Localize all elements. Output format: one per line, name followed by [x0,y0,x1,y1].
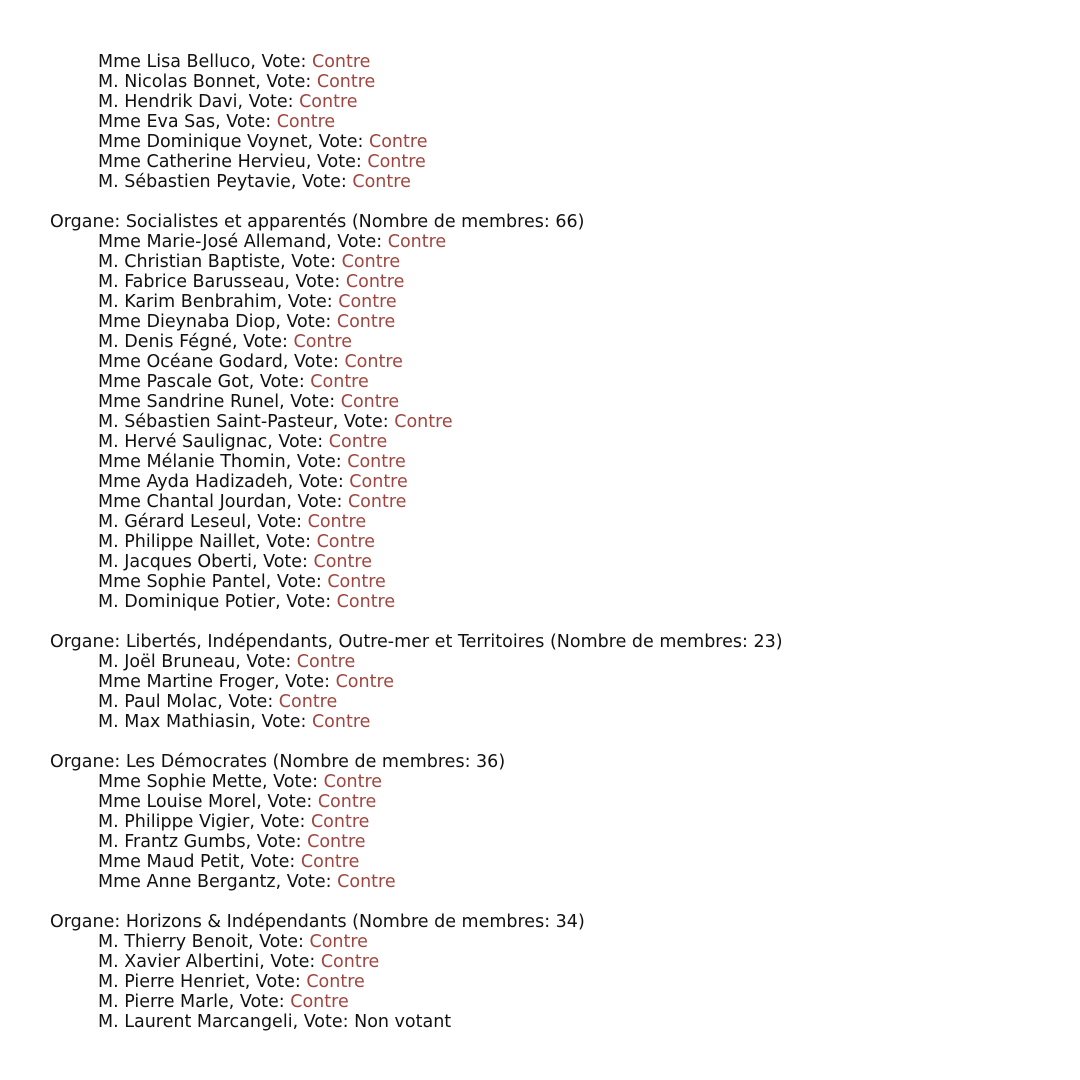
member-row [50,252,1060,272]
member-name: Mme Maud Petit [98,852,240,872]
vote-prefix: , Vote: [305,152,368,172]
members-count: 36 [476,752,499,772]
members-count: 34 [555,912,578,932]
vote-value: Contre [336,592,396,612]
member-row [50,352,1060,372]
member-name: M. Christian Baptiste [98,252,281,272]
vote-prefix: , Vote: [235,652,297,672]
member-name: Mme Ayda Hadizadeh [98,472,288,492]
vote-value: Contre [394,412,453,432]
vote-value: Contre [387,232,447,252]
vote-value: Contre [276,112,336,132]
member-name: Mme Catherine Hervieu [98,152,306,172]
vote-prefix: , Vote: [285,452,348,472]
vote-prefix: , Vote: [290,172,353,192]
member-row [50,132,1060,152]
vote-value: Contre [307,512,367,532]
vote-value: Contre [328,432,388,452]
vote-prefix: , Vote: [307,132,369,152]
member-row [50,532,1060,552]
member-row [50,812,1060,832]
vote-prefix: , Vote: [217,692,279,712]
member-name: Mme Lisa Belluco [98,52,251,72]
vote-value: Contre [317,792,377,812]
vote-prefix: , Vote: [231,332,294,352]
member-name: M. Sébastien Peytavie [98,172,291,192]
vote-prefix: , Vote: [256,792,318,812]
vote-prefix: , Vote: [275,592,337,612]
vote-prefix: , Vote: [292,1012,355,1032]
members-prefix: (Nombre de membres: [266,752,477,772]
organe-header [50,632,1060,652]
vote-value: Contre [340,392,400,412]
vote-prefix: , Vote: [245,832,308,852]
member-name: M. Sébastien Saint-Pasteur [98,412,333,432]
member-row [50,232,1060,252]
member-row [50,172,1060,192]
vote-value: Contre [336,312,396,332]
vote-value: Contre [320,952,380,972]
vote-value: Contre [313,552,372,572]
vote-prefix: , Vote: [247,932,310,952]
vote-value: Contre [341,252,401,272]
member-row [50,312,1060,332]
members-suffix: ) [775,632,783,652]
member-name: Mme Louise Morel [98,792,257,812]
member-row [50,552,1060,572]
members-prefix: (Nombre de membres: [346,212,556,232]
member-row [50,932,1060,952]
vote-prefix: , Vote: [246,512,308,532]
member-name: M. Laurent Marcangeli [98,1012,293,1032]
vote-prefix: , Vote: [286,492,348,512]
member-row [50,992,1060,1012]
member-row [50,592,1060,612]
member-row [50,772,1060,792]
member-name: M. Pierre Marle [98,992,229,1012]
member-name: M. Hendrik Davi [98,92,238,112]
vote-value: Contre [335,672,395,692]
vote-prefix: , Vote: [287,472,350,492]
vote-value: Contre [293,332,352,352]
member-row [50,52,1060,72]
member-name: M. Dominique Potier [98,592,276,612]
vote-value: Contre [311,52,371,72]
member-row [50,452,1060,472]
member-row [50,472,1060,492]
member-row [50,392,1060,412]
vote-value: Contre [344,352,403,372]
organe-name: Libertés, Indépendants, Outre-mer et Territoires [125,632,545,652]
vote-value: Contre [296,652,356,672]
vote-value: Contre [290,992,349,1012]
organe-prefix: Organe: [50,752,126,772]
members-count: 23 [753,632,776,652]
member-name: Mme Dieynaba Diop [98,312,276,332]
vote-prefix: , Vote: [251,552,314,572]
member-name: M. Pierre Henriet [98,972,245,992]
member-row [50,292,1060,312]
member-name: Mme Sandrine Runel [98,392,280,412]
member-name: Mme Martine Froger [98,672,275,692]
members-suffix: ) [577,212,585,232]
vote-prefix: , Vote: [259,952,321,972]
vote-value: Non votant [354,1012,452,1032]
vote-value: Contre [323,772,383,792]
member-row [50,872,1060,892]
members-suffix: ) [577,912,585,932]
vote-prefix: , Vote: [332,412,395,432]
member-row [50,512,1060,532]
organe-header [50,212,1060,232]
organe-prefix: Organe: [50,632,126,652]
vote-value: Contre [300,852,360,872]
member-name: Mme Mélanie Thomin [98,452,286,472]
member-row [50,852,1060,872]
vote-prefix: , Vote: [280,252,342,272]
vote-value: Contre [349,472,408,492]
vote-prefix: , Vote: [244,972,307,992]
organe-prefix: Organe: [50,212,126,232]
member-row [50,712,1060,732]
member-name: M. Hervé Saulignac [98,432,268,452]
member-name: M. Jacques Oberti [98,552,252,572]
vote-value: Contre [327,572,386,592]
member-name: M. Philippe Vigier [98,812,250,832]
vote-prefix: , Vote: [250,712,312,732]
member-row [50,952,1060,972]
vote-value: Contre [299,92,358,112]
vote-prefix: , Vote: [275,312,337,332]
member-row [50,112,1060,132]
member-name: M. Denis Fégné [98,332,232,352]
member-row [50,672,1060,692]
vote-value: Contre [345,272,405,292]
vote-prefix: , Vote: [326,232,388,252]
organe-header [50,912,1060,932]
vote-prefix: , Vote: [250,52,312,72]
member-name: M. Max Mathiasin [98,712,251,732]
member-row [50,1012,1060,1032]
vote-listing [50,52,1060,1032]
member-row [50,92,1060,112]
vote-prefix: , Vote: [279,392,341,412]
vote-prefix: , Vote: [255,72,317,92]
member-row [50,652,1060,672]
group-spacer [50,192,1060,212]
vote-prefix: , Vote: [275,872,338,892]
member-name: Mme Océane Godard [98,352,283,372]
vote-prefix: , Vote: [265,572,328,592]
member-row [50,492,1060,512]
vote-value: Contre [352,172,411,192]
vote-value: Contre [347,492,407,512]
member-row [50,692,1060,712]
member-row [50,72,1060,92]
member-name: M. Paul Molac [98,692,218,712]
vote-prefix: , Vote: [282,352,345,372]
member-row [50,832,1060,852]
organe-name: Socialistes et apparentés [125,212,347,232]
member-row [50,572,1060,592]
organe-name: Les Démocrates [125,752,267,772]
member-row [50,972,1060,992]
vote-value: Contre [367,152,426,172]
vote-prefix: , Vote: [237,92,300,112]
member-row [50,152,1060,172]
vote-prefix: , Vote: [248,372,311,392]
vote-prefix: , Vote: [276,292,339,312]
member-name: M. Frantz Gumbs [98,832,246,852]
vote-prefix: , Vote: [274,672,336,692]
member-name: Mme Pascale Got [98,372,249,392]
member-name: Mme Marie-José Allemand [98,232,327,252]
group-spacer [50,732,1060,752]
vote-value: Contre [338,292,397,312]
vote-value: Contre [309,932,368,952]
members-prefix: (Nombre de membres: [346,912,556,932]
vote-prefix: , Vote: [255,532,317,552]
vote-prefix: , Vote: [267,432,329,452]
member-name: Mme Anne Bergantz [98,872,276,892]
group-spacer [50,892,1060,912]
member-name: Mme Eva Sas [98,112,216,132]
organe-header [50,752,1060,772]
member-name: M. Gérard Leseul [98,512,247,532]
group-spacer [50,612,1060,632]
organe-name: Horizons & Indépendants [125,912,347,932]
vote-prefix: , Vote: [239,852,301,872]
members-suffix: ) [498,752,506,772]
member-row [50,372,1060,392]
member-name: M. Philippe Naillet [98,532,256,552]
member-row [50,412,1060,432]
organe-prefix: Organe: [50,912,126,932]
vote-value: Contre [310,372,369,392]
vote-value: Contre [278,692,338,712]
members-prefix: (Nombre de membres: [544,632,754,652]
vote-value: Contre [347,452,406,472]
member-row [50,432,1060,452]
vote-value: Contre [316,72,376,92]
vote-prefix: , Vote: [228,992,291,1012]
vote-value: Contre [310,812,370,832]
member-name: Mme Chantal Jourdan [98,492,287,512]
member-name: M. Joël Bruneau [98,652,236,672]
vote-prefix: , Vote: [215,112,277,132]
member-name: M. Xavier Albertini [98,952,260,972]
vote-value: Contre [337,872,396,892]
vote-value: Contre [369,132,428,152]
member-name: M. Thierry Benoit [98,932,248,952]
member-name: M. Karim Benbrahim [98,292,277,312]
member-name: Mme Sophie Mette [98,772,263,792]
member-name: Mme Sophie Pantel [98,572,266,592]
member-row [50,792,1060,812]
vote-value: Contre [307,832,366,852]
member-row [50,272,1060,292]
member-name: M. Nicolas Bonnet [98,72,256,92]
vote-prefix: , Vote: [284,272,346,292]
member-row [50,332,1060,352]
member-name: M. Fabrice Barusseau [98,272,285,292]
vote-value: Contre [306,972,365,992]
member-name: Mme Dominique Voynet [98,132,308,152]
vote-value: Contre [316,532,376,552]
members-count: 66 [555,212,578,232]
vote-prefix: , Vote: [249,812,311,832]
vote-value: Contre [311,712,371,732]
vote-prefix: , Vote: [262,772,324,792]
